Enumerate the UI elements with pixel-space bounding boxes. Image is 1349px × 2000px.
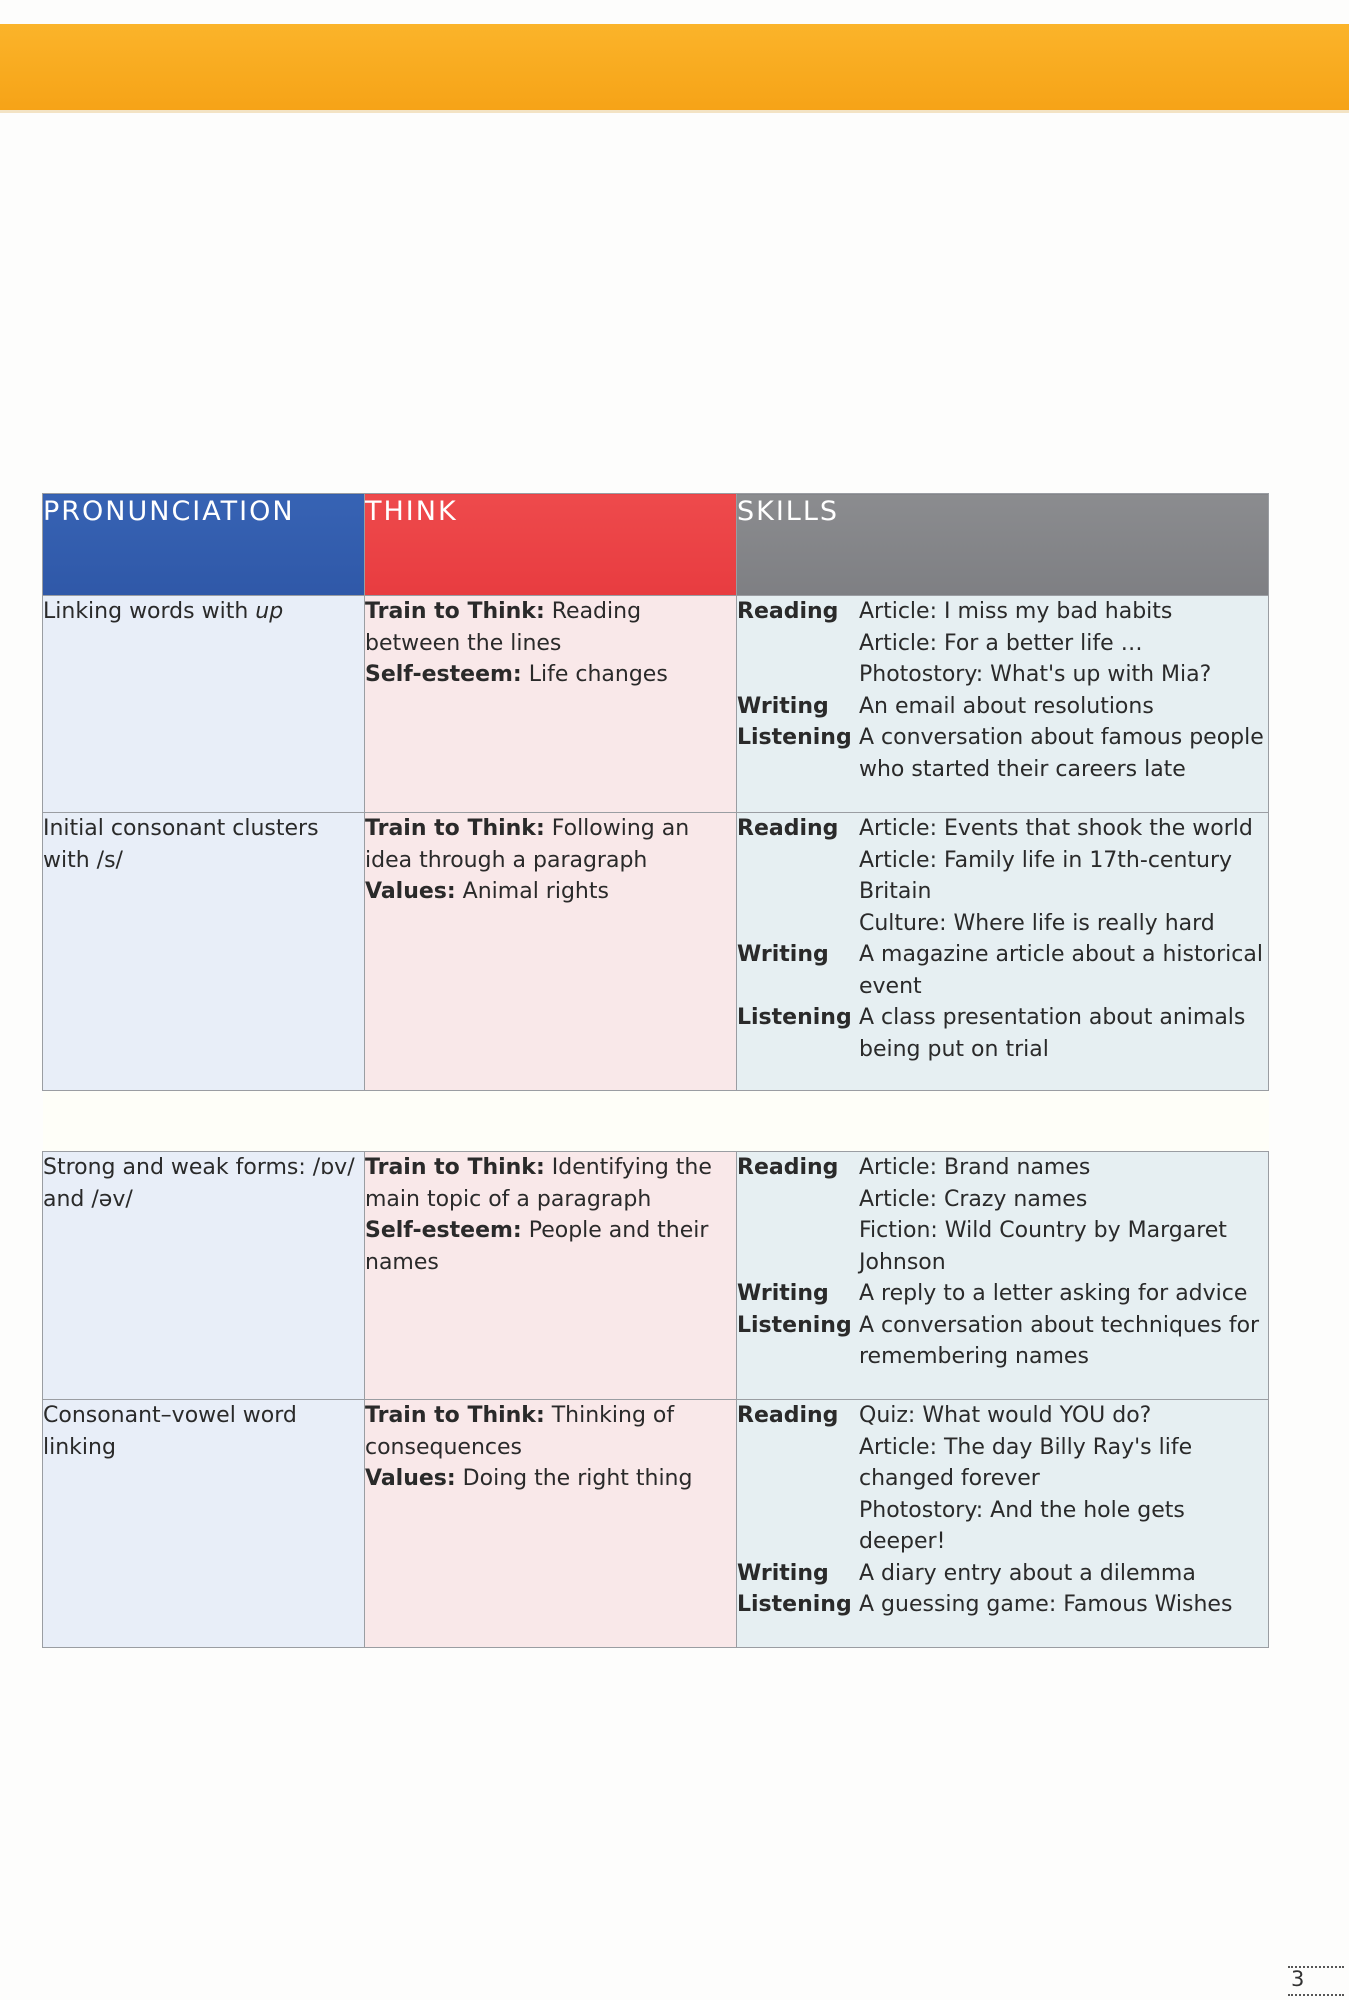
skill-item: Quiz: What would YOU do? [859, 1403, 1152, 1428]
skill-item: Article: For a better life … [859, 630, 1143, 656]
think-item: Values: Animal rights [365, 879, 609, 904]
skill-type: Listening [737, 1592, 852, 1617]
think-item: Train to Think: Thinking of consequences [365, 1403, 675, 1460]
skill-type: Writing [737, 1560, 829, 1586]
think-cell [365, 813, 737, 1091]
skill-item: A conversation about techniques for remembering names [859, 1312, 1260, 1369]
skills-cell [737, 596, 1269, 813]
skill-group [737, 1589, 1268, 1621]
skill-item: A conversation about famous people who started their careers late [859, 725, 1264, 782]
think-item: Values: Doing the right thing [365, 1466, 693, 1491]
skills-header: SKILLS [737, 494, 1269, 596]
pronunciation-cell: Linking words with up [43, 596, 365, 813]
page-number: 3 [1291, 1967, 1305, 1991]
section-gap [43, 1091, 1269, 1152]
skill-type: Listening [737, 1005, 852, 1030]
skill-item: Fiction: Wild Country by Margaret Johnson [859, 1218, 1227, 1275]
skill-group [737, 1400, 1268, 1558]
pronunciation-header: PRONUNCIATION [43, 494, 365, 596]
think-cell [365, 596, 737, 813]
pronunciation-cell: Consonant–vowel word linking [43, 1400, 365, 1648]
table-row [43, 1400, 1269, 1648]
skill-item: Culture: Where life is really hard [859, 910, 1215, 936]
skill-item: Article: Brand names [859, 1155, 1091, 1180]
think-cell [365, 1400, 737, 1648]
skill-item: Photostory: And the hole gets deeper! [859, 1497, 1185, 1554]
skill-item: An email about resolutions [859, 693, 1154, 719]
skill-group [737, 1310, 1268, 1373]
think-header: THINK [365, 494, 737, 596]
skill-group [737, 813, 1268, 939]
skills-cell [737, 1152, 1269, 1400]
skills-cell [737, 1400, 1269, 1648]
skill-group [737, 596, 1268, 691]
think-item: Self-esteem: People and their names [365, 1218, 709, 1275]
skill-item: Article: Events that shook the world [859, 816, 1253, 841]
top-color-bar [0, 24, 1349, 110]
pronunciation-cell: Strong and weak forms: /ɒv/ and /əv/ [43, 1152, 365, 1400]
skill-type: Reading [737, 1155, 839, 1180]
think-item: Train to Think: Identifying the main topic of a paragraph [365, 1155, 712, 1212]
top-bar-divider [0, 110, 1349, 113]
skill-item: Article: Family life in 17th-century Britain [859, 847, 1233, 904]
skill-type: Listening [737, 1312, 852, 1338]
skill-type: Writing [737, 942, 829, 967]
skill-item: Article: I miss my bad habits [859, 599, 1173, 624]
skill-item: A reply to a letter asking for advice [859, 1281, 1248, 1306]
skill-type: Writing [737, 693, 829, 719]
skill-item: Photostory: What's up with Mia? [859, 662, 1212, 687]
skill-type: Writing [737, 1281, 829, 1306]
skill-item: Article: Crazy names [859, 1186, 1088, 1212]
skill-type: Reading [737, 816, 839, 841]
skill-group [737, 939, 1268, 1002]
page-number-dots-bottom [1288, 1994, 1344, 1998]
skill-group [737, 691, 1268, 723]
think-item: Train to Think: Reading between the lines [365, 599, 642, 656]
skill-item: A class presentation about animals being put on trial [859, 1005, 1246, 1062]
think-cell [365, 1152, 737, 1400]
think-item: Train to Think: Following an idea through a paragraph [365, 816, 690, 873]
table-header-row [43, 494, 1269, 596]
pronunciation-cell: Initial consonant clusters with /s/ [43, 813, 365, 1091]
skill-item: Article: The day Billy Ray's life changed forever [859, 1434, 1193, 1491]
skill-type: Reading [737, 599, 839, 624]
skill-group [737, 1558, 1268, 1590]
skill-group [737, 722, 1268, 785]
table-row [43, 1152, 1269, 1400]
skill-group [737, 1152, 1268, 1278]
skill-type: Reading [737, 1403, 839, 1428]
skill-item: A diary entry about a dilemma [859, 1560, 1196, 1586]
skill-group [737, 1002, 1268, 1065]
skills-cell [737, 813, 1269, 1091]
table-row [43, 813, 1269, 1091]
skill-group [737, 1278, 1268, 1310]
skill-item: A guessing game: Famous Wishes [859, 1592, 1233, 1617]
think-item: Self-esteem: Life changes [365, 662, 668, 687]
skill-type: Listening [737, 725, 852, 750]
syllabus-table [42, 493, 1269, 1648]
table-row [43, 596, 1269, 813]
skill-item: A magazine article about a historical event [859, 942, 1263, 999]
